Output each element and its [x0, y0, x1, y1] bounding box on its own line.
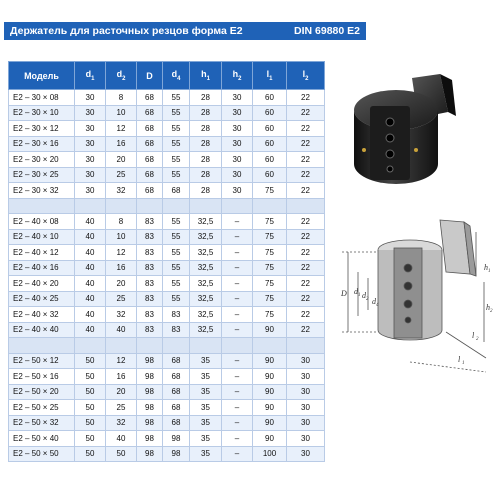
- table-cell: 98: [137, 384, 163, 400]
- model-cell: E2 – 40 × 16: [9, 260, 75, 276]
- table-cell: 83: [137, 322, 163, 338]
- dimension-label: 4: [376, 303, 379, 308]
- table-cell: 98: [163, 446, 190, 462]
- table-cell: 35: [190, 400, 222, 416]
- table-cell: 25: [106, 291, 137, 307]
- dimension-label: d: [362, 291, 366, 300]
- table-cell: 22: [287, 229, 325, 245]
- table-cell: –: [222, 400, 253, 416]
- model-cell: E2 – 50 × 12: [9, 353, 75, 369]
- table-row: [9, 353, 325, 369]
- model-cell: E2 – 30 × 12: [9, 121, 75, 137]
- table-cell: 30: [287, 400, 325, 416]
- table-cell: 55: [163, 260, 190, 276]
- table-cell: 90: [253, 415, 287, 431]
- table-cell: 12: [106, 121, 137, 137]
- table-row: [9, 136, 325, 152]
- table-cell: 20: [106, 384, 137, 400]
- table-cell: 68: [137, 105, 163, 121]
- table-cell: 40: [75, 245, 106, 261]
- table-cell: 83: [137, 291, 163, 307]
- table-cell: 55: [163, 152, 190, 168]
- table-cell: 22: [287, 276, 325, 292]
- table-cell: 68: [163, 353, 190, 369]
- table-cell: 98: [137, 446, 163, 462]
- table-cell: 55: [163, 136, 190, 152]
- model-cell: E2 – 30 × 08: [9, 90, 75, 106]
- table-cell: 30: [287, 353, 325, 369]
- table-cell: –: [222, 353, 253, 369]
- model-cell: E2 – 30 × 25: [9, 167, 75, 183]
- table-cell: [75, 198, 106, 214]
- title-bar: [4, 22, 366, 40]
- model-cell: E2 – 30 × 20: [9, 152, 75, 168]
- table-cell: 32,5: [190, 291, 222, 307]
- dimension-label: 2: [366, 297, 369, 302]
- dimension-label: 2: [476, 337, 479, 342]
- table-cell: [287, 338, 325, 354]
- model-cell: E2 – 30 × 10: [9, 105, 75, 121]
- table-cell: 30: [75, 152, 106, 168]
- model-cell: E2 – 30 × 32: [9, 183, 75, 199]
- table-cell: –: [222, 307, 253, 323]
- table-cell: 30: [287, 384, 325, 400]
- table-cell: –: [222, 260, 253, 276]
- dimension-label: l: [472, 331, 475, 340]
- table-cell: 10: [106, 105, 137, 121]
- model-cell: E2 – 40 × 10: [9, 229, 75, 245]
- table-cell: –: [222, 431, 253, 447]
- table-cell: 32,5: [190, 260, 222, 276]
- table-cell: [253, 198, 287, 214]
- table-row: [9, 322, 325, 338]
- table-cell: 32,5: [190, 214, 222, 230]
- table-cell: 55: [163, 90, 190, 106]
- table-cell: –: [222, 291, 253, 307]
- table-header-row: [9, 62, 325, 90]
- table-cell: 50: [75, 400, 106, 416]
- table-cell: 22: [287, 307, 325, 323]
- table-cell: 8: [106, 214, 137, 230]
- table-cell: 50: [75, 369, 106, 385]
- table-cell: 30: [75, 121, 106, 137]
- table-cell: [75, 338, 106, 354]
- model-cell: E2 – 40 × 40: [9, 322, 75, 338]
- model-cell: E2 – 40 × 20: [9, 276, 75, 292]
- table-cell: [163, 198, 190, 214]
- table-row: [9, 245, 325, 261]
- table-row: [9, 214, 325, 230]
- table-cell: 68: [163, 183, 190, 199]
- table-cell: 40: [75, 229, 106, 245]
- table-cell: 50: [75, 384, 106, 400]
- table-cell: 68: [137, 136, 163, 152]
- table-cell: 22: [287, 291, 325, 307]
- table-cell: 50: [75, 353, 106, 369]
- table-cell: [253, 338, 287, 354]
- table-row: [9, 400, 325, 416]
- table-cell: 60: [253, 105, 287, 121]
- table-cell: 16: [106, 260, 137, 276]
- table-cell: 83: [163, 322, 190, 338]
- table-cell: 22: [287, 152, 325, 168]
- table-cell: 30: [75, 90, 106, 106]
- column-header: $h_1$: [190, 62, 222, 90]
- table-row: [9, 260, 325, 276]
- table-cell: 55: [163, 121, 190, 137]
- model-cell: E2 – 50 × 16: [9, 369, 75, 385]
- table-cell: 40: [106, 431, 137, 447]
- dimension-label: 1: [462, 361, 465, 366]
- table-cell: 55: [163, 105, 190, 121]
- table-cell: 83: [137, 307, 163, 323]
- table-cell: 28: [190, 105, 222, 121]
- table-row: [9, 152, 325, 168]
- table-cell: 30: [75, 167, 106, 183]
- table-cell: 68: [137, 121, 163, 137]
- table-cell: 83: [137, 229, 163, 245]
- table-cell: 28: [190, 121, 222, 137]
- tool-holder-drawing: [336, 212, 496, 388]
- table-cell: 32: [106, 183, 137, 199]
- table-cell: 98: [137, 369, 163, 385]
- table-cell: 98: [137, 400, 163, 416]
- table-cell: 83: [137, 245, 163, 261]
- table-cell: 68: [163, 415, 190, 431]
- table-cell: 22: [287, 90, 325, 106]
- table-cell: 75: [253, 245, 287, 261]
- table-cell: 75: [253, 214, 287, 230]
- table-cell: 68: [163, 369, 190, 385]
- table-cell: 22: [287, 167, 325, 183]
- table-cell: 50: [75, 446, 106, 462]
- table-cell: 30: [222, 136, 253, 152]
- model-cell: E2 – 40 × 12: [9, 245, 75, 261]
- table-cell: 35: [190, 353, 222, 369]
- dimension-label: 1: [358, 293, 361, 298]
- table-cell: 30: [287, 415, 325, 431]
- dimension-label: 2: [490, 309, 493, 314]
- standard-label: DIN 69880 E2: [294, 25, 360, 37]
- table-cell: 35: [190, 369, 222, 385]
- table-cell: 28: [190, 183, 222, 199]
- table-cell: 22: [287, 105, 325, 121]
- table-cell: 28: [190, 90, 222, 106]
- table-cell: [137, 198, 163, 214]
- table-cell: 32: [106, 415, 137, 431]
- table-row: [9, 121, 325, 137]
- model-cell: E2 – 40 × 25: [9, 291, 75, 307]
- model-cell: E2 – 50 × 40: [9, 431, 75, 447]
- table-cell: 28: [190, 167, 222, 183]
- table-cell: 20: [106, 276, 137, 292]
- table-cell: 68: [163, 400, 190, 416]
- table-cell: 68: [137, 90, 163, 106]
- table-cell: 30: [287, 369, 325, 385]
- table-row: [9, 167, 325, 183]
- table-cell: 12: [106, 353, 137, 369]
- table-cell: [190, 338, 222, 354]
- column-header: Модель: [9, 62, 75, 90]
- column-header: $l_2$: [287, 62, 325, 90]
- table-cell: –: [222, 322, 253, 338]
- table-cell: 68: [137, 152, 163, 168]
- table-cell: 98: [163, 431, 190, 447]
- table-cell: 25: [106, 400, 137, 416]
- page-title: Держатель для расточных резцов форма E2: [10, 25, 243, 37]
- table-cell: 22: [287, 136, 325, 152]
- table-cell: 32,5: [190, 245, 222, 261]
- table-cell: 60: [253, 167, 287, 183]
- table-cell: 75: [253, 229, 287, 245]
- table-cell: 40: [75, 214, 106, 230]
- table-cell: 90: [253, 353, 287, 369]
- table-cell: 40: [75, 307, 106, 323]
- table-cell: 90: [253, 431, 287, 447]
- table-cell: 40: [75, 276, 106, 292]
- table-cell: 22: [287, 245, 325, 261]
- model-cell: E2 – 40 × 08: [9, 214, 75, 230]
- table-cell: 32,5: [190, 229, 222, 245]
- dimension-label: d: [372, 297, 376, 306]
- table-cell: 32,5: [190, 276, 222, 292]
- table-cell: 55: [163, 276, 190, 292]
- table-cell: [9, 198, 75, 214]
- table-row: [9, 291, 325, 307]
- table-cell: 98: [137, 353, 163, 369]
- column-header: $d_1$: [75, 62, 106, 90]
- table-cell: 32,5: [190, 322, 222, 338]
- table-cell: 28: [190, 136, 222, 152]
- table-row: [9, 229, 325, 245]
- table-cell: 40: [75, 291, 106, 307]
- table-row: [9, 90, 325, 106]
- table-cell: 35: [190, 384, 222, 400]
- model-cell: E2 – 50 × 20: [9, 384, 75, 400]
- table-cell: 40: [75, 322, 106, 338]
- table-row: [9, 183, 325, 199]
- group-separator-row: [9, 338, 325, 354]
- dimension-label: h: [484, 263, 488, 272]
- table-cell: 55: [163, 229, 190, 245]
- table-cell: [222, 198, 253, 214]
- table-cell: 55: [163, 167, 190, 183]
- table-cell: 22: [287, 260, 325, 276]
- table-cell: 90: [253, 400, 287, 416]
- table-cell: 35: [190, 431, 222, 447]
- column-header: $l_1$: [253, 62, 287, 90]
- table-cell: 55: [163, 291, 190, 307]
- table-cell: 35: [190, 446, 222, 462]
- table-cell: 16: [106, 369, 137, 385]
- table-cell: 8: [106, 90, 137, 106]
- table-cell: 16: [106, 136, 137, 152]
- table-cell: 40: [75, 260, 106, 276]
- table-cell: 30: [75, 183, 106, 199]
- dimension-label: 1: [488, 269, 491, 274]
- table-cell: 10: [106, 229, 137, 245]
- table-cell: 90: [253, 369, 287, 385]
- column-header: D: [137, 62, 163, 90]
- table-cell: 22: [287, 214, 325, 230]
- table-cell: 30: [75, 136, 106, 152]
- table-cell: 83: [137, 214, 163, 230]
- table-cell: 68: [163, 384, 190, 400]
- table-row: [9, 431, 325, 447]
- table-cell: 35: [190, 415, 222, 431]
- table-cell: [9, 338, 75, 354]
- table-row: [9, 369, 325, 385]
- table-row: [9, 446, 325, 462]
- table-cell: 12: [106, 245, 137, 261]
- table-body: [9, 90, 325, 462]
- table-cell: 25: [106, 167, 137, 183]
- table-cell: 60: [253, 136, 287, 152]
- table-cell: 22: [287, 121, 325, 137]
- table-cell: 100: [253, 446, 287, 462]
- table-cell: 30: [222, 105, 253, 121]
- spec-table: [8, 61, 325, 462]
- table-cell: 60: [253, 152, 287, 168]
- table-row: [9, 307, 325, 323]
- table-row: [9, 105, 325, 121]
- table-cell: 28: [190, 152, 222, 168]
- table-cell: [190, 198, 222, 214]
- table-cell: 32: [106, 307, 137, 323]
- column-header: $h_2$: [222, 62, 253, 90]
- table-cell: 90: [253, 322, 287, 338]
- table-cell: 30: [222, 167, 253, 183]
- table-cell: 55: [163, 245, 190, 261]
- table-cell: –: [222, 229, 253, 245]
- table-cell: 50: [75, 431, 106, 447]
- model-cell: E2 – 40 × 32: [9, 307, 75, 323]
- table-cell: [222, 338, 253, 354]
- table-cell: 98: [137, 431, 163, 447]
- table-cell: 60: [253, 121, 287, 137]
- table-cell: 32,5: [190, 307, 222, 323]
- table-cell: 30: [222, 183, 253, 199]
- table-cell: –: [222, 214, 253, 230]
- table-cell: 83: [163, 307, 190, 323]
- table-cell: 68: [137, 167, 163, 183]
- table-cell: 50: [75, 415, 106, 431]
- model-cell: E2 – 50 × 50: [9, 446, 75, 462]
- model-cell: E2 – 30 × 16: [9, 136, 75, 152]
- table-cell: 20: [106, 152, 137, 168]
- table-cell: 30: [75, 105, 106, 121]
- table-row: [9, 276, 325, 292]
- table-cell: [287, 198, 325, 214]
- dimension-label: D: [341, 289, 347, 298]
- table-cell: 30: [287, 446, 325, 462]
- table-cell: 68: [137, 183, 163, 199]
- column-header: $d_2$: [106, 62, 137, 90]
- table-cell: 60: [253, 90, 287, 106]
- table-cell: 98: [137, 415, 163, 431]
- model-cell: E2 – 50 × 25: [9, 400, 75, 416]
- table-row: [9, 415, 325, 431]
- table-cell: –: [222, 369, 253, 385]
- table-cell: 40: [106, 322, 137, 338]
- table-cell: [106, 338, 137, 354]
- table-cell: 75: [253, 291, 287, 307]
- table-row: [9, 384, 325, 400]
- table-cell: 55: [163, 214, 190, 230]
- model-cell: E2 – 50 × 32: [9, 415, 75, 431]
- table-cell: [137, 338, 163, 354]
- table-cell: 30: [287, 431, 325, 447]
- table-cell: 83: [137, 276, 163, 292]
- table-cell: 75: [253, 183, 287, 199]
- table-cell: 30: [222, 152, 253, 168]
- dimension-label: h: [486, 303, 490, 312]
- table-cell: 22: [287, 322, 325, 338]
- dimension-label: d: [354, 287, 358, 296]
- table-cell: –: [222, 276, 253, 292]
- table-cell: 75: [253, 260, 287, 276]
- table-cell: 30: [222, 121, 253, 137]
- table-cell: 50: [106, 446, 137, 462]
- dimension-label: l: [458, 355, 461, 364]
- table-cell: 30: [222, 90, 253, 106]
- table-cell: –: [222, 384, 253, 400]
- table-cell: [163, 338, 190, 354]
- table-cell: –: [222, 415, 253, 431]
- table-cell: 83: [137, 260, 163, 276]
- table-cell: 22: [287, 183, 325, 199]
- table-cell: 90: [253, 384, 287, 400]
- group-separator-row: [9, 198, 325, 214]
- tool-holder-photo: [352, 72, 462, 192]
- table-cell: 75: [253, 307, 287, 323]
- column-header: $d_4$: [163, 62, 190, 90]
- table-cell: –: [222, 446, 253, 462]
- table-cell: 75: [253, 276, 287, 292]
- table-cell: [106, 198, 137, 214]
- table-cell: –: [222, 245, 253, 261]
